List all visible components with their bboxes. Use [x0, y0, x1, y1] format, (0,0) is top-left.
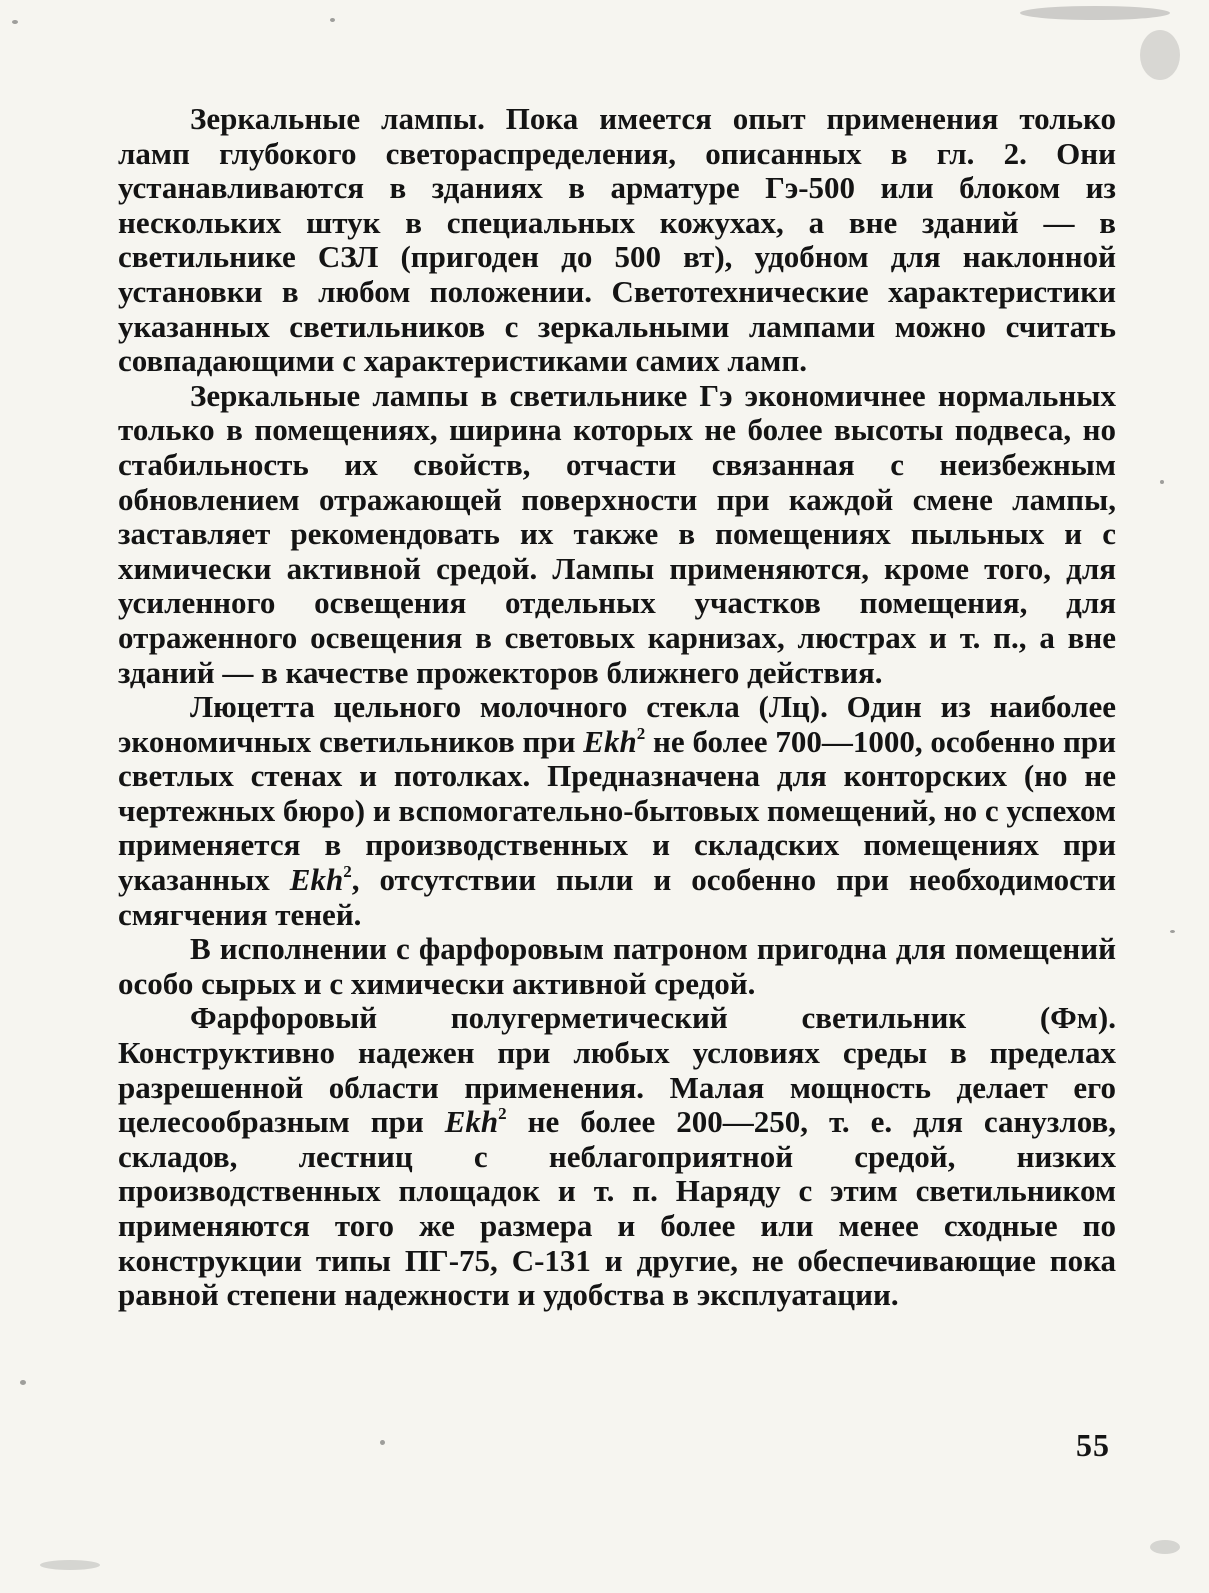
paragraph-mirror-lamps-economy [118, 379, 1116, 690]
paragraph-text: Один из наиболее экономичных светильников при [118, 689, 1116, 759]
formula-symbol: Ekh [444, 1104, 499, 1140]
formula-symbol: Ekh [583, 723, 637, 759]
paragraph-text: , отсутствии пыли и особенно при необходимости смягчения теней. [118, 862, 1116, 932]
page-number: 55 [1076, 1427, 1110, 1463]
formula-exponent: 2 [343, 862, 352, 882]
body-text [118, 102, 1116, 1313]
paragraph-text: Зеркальные лампы в светильнике Гэ экономичнее нормальных только в помещениях, ширина которых не более высоты подвеса, но стабильность их свойств, отчасти связанная с неизбежным обновлением отражающей поверхности при каждой смене лампы, заставляет рекомендовать их также в помещениях пыльных и с химически активной средой. Лампы применяются, кроме того, для усиленного освещения отдельных участков помещения, для отраженного освещения в световых карнизах, люстрах и т. п., а вне зданий — в качестве прожекторов ближнего действия. [118, 377, 1116, 690]
paragraph-text: не более 700—1000, особенно при светлых стенах и потолках. Предназначена для конторских (но не чертежных бюро) и вспомогательно-бытовых помещений, но с успехом применяется в производственных и складских помещениях при указанных [118, 723, 1116, 898]
runin-heading: Фарфоровый полугерметический светильник (Фм). [190, 1000, 1116, 1036]
paragraph-lucetta [118, 690, 1116, 932]
paragraph-text: не более 200—250, т. е. для санузлов, складов, лестниц с неблагоприятной средой, низких производственных площадок и т. п. Наряду с этим светильником применяются того же размера и более или менее сходные по конструкции типы ПГ-75, С-131 и другие, не обеспечивающие пока равной степени надежности и удобства в эксплуатации. [118, 1104, 1116, 1313]
formula-exponent: 2 [498, 1104, 507, 1124]
paragraph-text: Пока имеется опыт применения только ламп глубокого светораспределения, описанных в гл. 2. Они устанавливаются в зданиях в арматуре Гэ-500 или блоком из нескольких штук в специальных кожухах, а вне зданий — в светильнике СЗЛ (пригоден до 500 вт), удобном для наклонной установки в любом положении. Светотехнические характеристики указанных светильников с зеркальными лампами можно считать совпадающими с характеристиками самих ламп. [118, 101, 1117, 379]
paragraph-mirror-lamps [118, 102, 1116, 379]
formula-symbol: Ekh [289, 862, 344, 898]
paragraph-porcelain-fixture [118, 1001, 1116, 1312]
formula-exponent: 2 [636, 723, 646, 743]
paragraph-porcelain-socket [118, 932, 1116, 1001]
runin-heading: Люцетта цельного молочного стекла (Лц). [190, 689, 828, 725]
runin-heading: Зеркальные лампы. [190, 101, 485, 136]
paragraph-text: Конструктивно надежен при любых условиях среды в пределах разрешенной области применения. Малая мощность делает его целесообразным при [118, 1035, 1116, 1140]
paragraph-text: В исполнении с фарфоровым патроном пригодна для помещений особо сырых и с химически активной средой. [118, 931, 1116, 1001]
